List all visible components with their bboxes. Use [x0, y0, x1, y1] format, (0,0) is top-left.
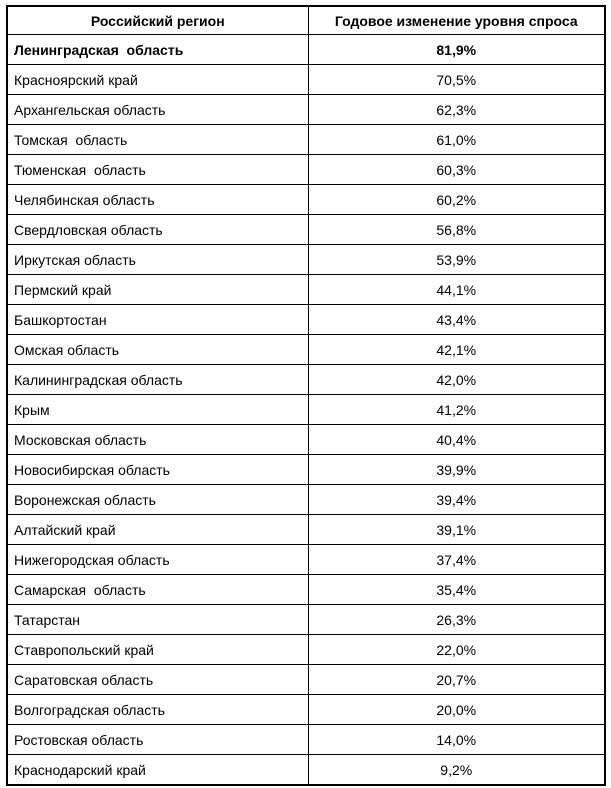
region-cell: Иркутская область [7, 245, 308, 275]
table-row [7, 245, 605, 275]
value-cell: 70,5% [308, 65, 605, 95]
table-row [7, 185, 605, 215]
table-row [7, 515, 605, 545]
region-cell: Башкортостан [7, 305, 308, 335]
table-row [7, 305, 605, 335]
region-cell: Омская область [7, 335, 308, 365]
region-cell: Татарстан [7, 605, 308, 635]
region-cell: Волгоградская область [7, 695, 308, 725]
region-cell: Ростовская область [7, 725, 308, 755]
value-cell: 42,1% [308, 335, 605, 365]
value-cell: 9,2% [308, 755, 605, 786]
region-cell: Архангельская область [7, 95, 308, 125]
region-cell: Ставропольский край [7, 635, 308, 665]
value-cell: 62,3% [308, 95, 605, 125]
region-cell: Алтайский край [7, 515, 308, 545]
table-row [7, 35, 605, 65]
value-cell: 39,9% [308, 455, 605, 485]
region-cell: Краснодарский край [7, 755, 308, 786]
table-header [7, 6, 605, 35]
region-cell: Саратовская область [7, 665, 308, 695]
region-cell: Томская область [7, 125, 308, 155]
region-cell: Челябинская область [7, 185, 308, 215]
region-cell: Самарская область [7, 575, 308, 605]
value-cell: 41,2% [308, 395, 605, 425]
table-row [7, 155, 605, 185]
value-cell: 20,7% [308, 665, 605, 695]
value-cell: 26,3% [308, 605, 605, 635]
value-cell: 60,3% [308, 155, 605, 185]
value-cell: 43,4% [308, 305, 605, 335]
value-column-header: Годовое изменение уровня спроса [308, 6, 605, 35]
table-row [7, 755, 605, 786]
value-cell: 61,0% [308, 125, 605, 155]
value-cell: 20,0% [308, 695, 605, 725]
table-row [7, 605, 605, 635]
header-row [7, 6, 605, 35]
table-row [7, 545, 605, 575]
table-row [7, 365, 605, 395]
region-column-header: Российский регион [7, 6, 308, 35]
table-row [7, 725, 605, 755]
region-cell: Пермский край [7, 275, 308, 305]
value-cell: 56,8% [308, 215, 605, 245]
regional-demand-table [6, 5, 606, 786]
value-cell: 39,4% [308, 485, 605, 515]
region-cell: Новосибирская область [7, 455, 308, 485]
region-cell: Свердловская область [7, 215, 308, 245]
table-row [7, 65, 605, 95]
region-cell: Калининградская область [7, 365, 308, 395]
value-cell: 22,0% [308, 635, 605, 665]
table-row [7, 665, 605, 695]
value-cell: 40,4% [308, 425, 605, 455]
region-cell: Крым [7, 395, 308, 425]
table-row [7, 335, 605, 365]
table-row [7, 215, 605, 245]
region-cell: Тюменская область [7, 155, 308, 185]
value-cell: 37,4% [308, 545, 605, 575]
value-cell: 44,1% [308, 275, 605, 305]
value-cell: 39,1% [308, 515, 605, 545]
region-cell: Нижегородская область [7, 545, 308, 575]
table-row [7, 275, 605, 305]
region-cell: Ленинградская область [7, 35, 308, 65]
value-cell: 60,2% [308, 185, 605, 215]
value-cell: 14,0% [308, 725, 605, 755]
table-row [7, 485, 605, 515]
region-cell: Московская область [7, 425, 308, 455]
table-row [7, 695, 605, 725]
region-cell: Воронежская область [7, 485, 308, 515]
value-cell: 53,9% [308, 245, 605, 275]
table-row [7, 425, 605, 455]
table-row [7, 455, 605, 485]
value-cell: 35,4% [308, 575, 605, 605]
region-cell: Красноярский край [7, 65, 308, 95]
table-body [7, 35, 605, 786]
table-row [7, 125, 605, 155]
table-row [7, 95, 605, 125]
table-row [7, 395, 605, 425]
value-cell: 42,0% [308, 365, 605, 395]
value-cell: 81,9% [308, 35, 605, 65]
table-row [7, 575, 605, 605]
table-row [7, 635, 605, 665]
